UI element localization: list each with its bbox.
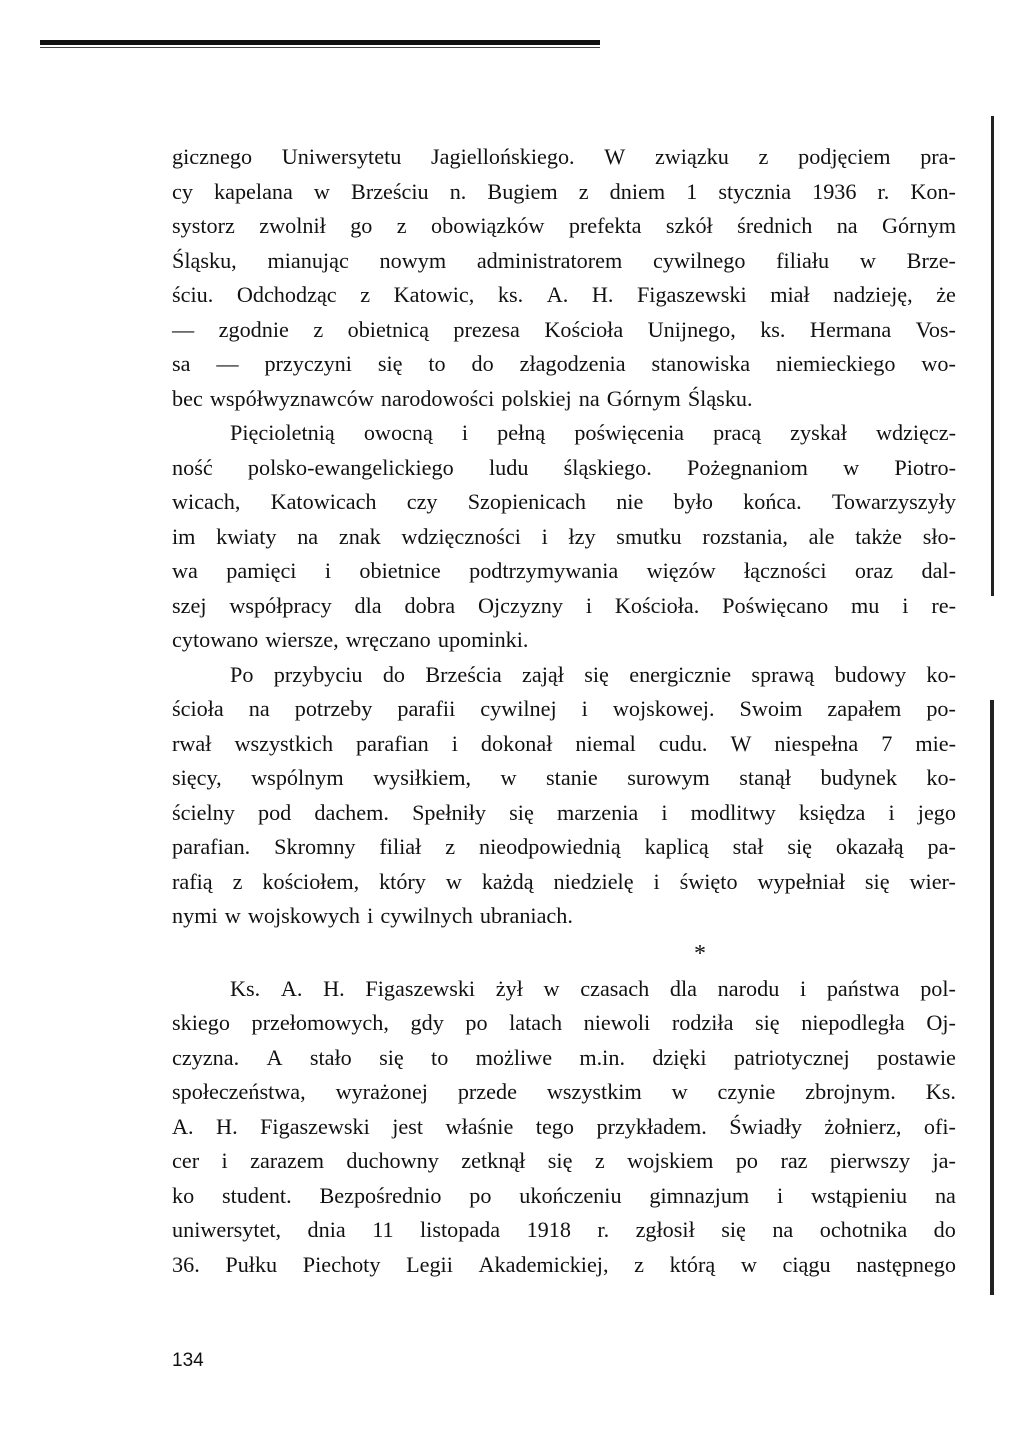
text-line: szej współpracy dla dobra Ojczyzny i Kościoła. Poświęcano mu i re-	[172, 592, 956, 618]
text-line: uniwersytet, dnia 11 listopada 1918 r. zgłosił się na ochotnika do	[172, 1217, 956, 1242]
text-line: cer i zarazem duchowny zetknął się z wojskiem po raz pierwszy ja-	[172, 1148, 956, 1173]
text-line: skiego przełomowych, gdy po latach niewoli rodziła się niepodległa Oj-	[172, 1010, 956, 1035]
text-line: gicznego Uniwersytetu Jagiellońskiego. W związku z podjęciem pra-	[172, 144, 956, 169]
text-line: ścioła na potrzeby parafii cywilnej i wojskowej. Swoim zapałem po-	[172, 696, 956, 721]
top-rule	[40, 40, 600, 45]
body-text	[172, 140, 956, 1282]
page-number: 134	[172, 1350, 204, 1371]
text-line: rwał wszystkich parafian i dokonał niemal cudu. W niespełna 7 mie-	[172, 730, 956, 756]
paragraph	[172, 972, 956, 1283]
text-line: ściu. Odchodząc z Katowic, ks. A. H. Figaszewski miał nadzieję, że	[172, 282, 956, 307]
text-line: A. H. Figaszewski jest właśnie tego przykładem. Świadły żołnierz, ofi-	[172, 1113, 956, 1139]
text-line: parafian. Skromny filiał z nieodpowiednią kaplicą stał się okazałą pa-	[172, 834, 956, 859]
text-line: cy kapelana w Brześciu n. Bugiem z dniem 1 stycznia 1936 r. Kon-	[172, 178, 956, 204]
text-line: cytowano wiersze, wręczano upominki.	[172, 627, 529, 652]
text-line: czyzna. A stało się to możliwe m.in. dzięki patriotycznej postawie	[172, 1044, 956, 1070]
text-line: bec współwyznawców narodowości polskiej na Górnym Śląsku.	[172, 385, 753, 411]
text-line: Śląsku, mianując nowym administratorem cywilnego filiału w Brze-	[172, 247, 956, 273]
top-rule-thin	[40, 47, 600, 48]
section-separator: *	[694, 940, 706, 967]
text-line: im kwiaty na znak wdzięczności i łzy smutku rozstania, ale także sło-	[172, 523, 956, 549]
page-edge-shadow	[991, 116, 994, 596]
text-line: ko student. Bezpośrednio po ukończeniu gimnazjum i wstąpieniu na	[172, 1182, 956, 1208]
text-line: Pięcioletnią owocną i pełną poświęcenia pracą zyskał wdzięcz-	[230, 420, 956, 445]
text-line: wicach, Katowicach czy Szopienicach nie było końca. Towarzyszyły	[172, 489, 956, 514]
text-line: Ks. A. H. Figaszewski żył w czasach dla narodu i państwa pol-	[230, 975, 956, 1001]
text-line: systorz zwolnił go z obowiązków prefekta szkół średnich na Górnym	[172, 213, 956, 238]
text-line: sięcy, wspólnym wysiłkiem, w stanie surowym stanął budynek ko-	[172, 765, 956, 790]
page-edge-shadow-lower	[990, 700, 994, 1295]
text-line: społeczeństwa, wyrażonej przede wszystkim w czynie zbrojnym. Ks.	[172, 1079, 956, 1104]
text-line: nymi w wojskowych i cywilnych ubraniach.	[172, 903, 573, 928]
text-line: wa pamięci i obietnice podtrzymywania więzów łączności oraz dal-	[172, 558, 956, 583]
text-line: — zgodnie z obietnicą prezesa Kościoła Unijnego, ks. Hermana Vos-	[172, 316, 956, 342]
text-line: rafią z kościołem, który w każdą niedzielę i święto wypełniał się wier-	[172, 868, 956, 894]
paragraph	[172, 416, 956, 658]
text-line: sa — przyczyni się to do złagodzenia stanowiska niemieckiego wo-	[172, 351, 956, 376]
text-line: ność polsko-ewangelickiego ludu śląskiego. Pożegnaniom w Piotro-	[172, 454, 956, 480]
paragraph	[172, 658, 956, 934]
text-line: ścielny pod dachem. Spełniły się marzenia i modlitwy księdza i jego	[172, 799, 956, 825]
text-line: 36. Pułku Piechoty Legii Akademickiej, z którą w ciągu następnego	[172, 1251, 956, 1277]
text-line: Po przybyciu do Brześcia zajął się energicznie sprawą budowy ko-	[230, 661, 956, 687]
paragraph	[172, 140, 956, 416]
